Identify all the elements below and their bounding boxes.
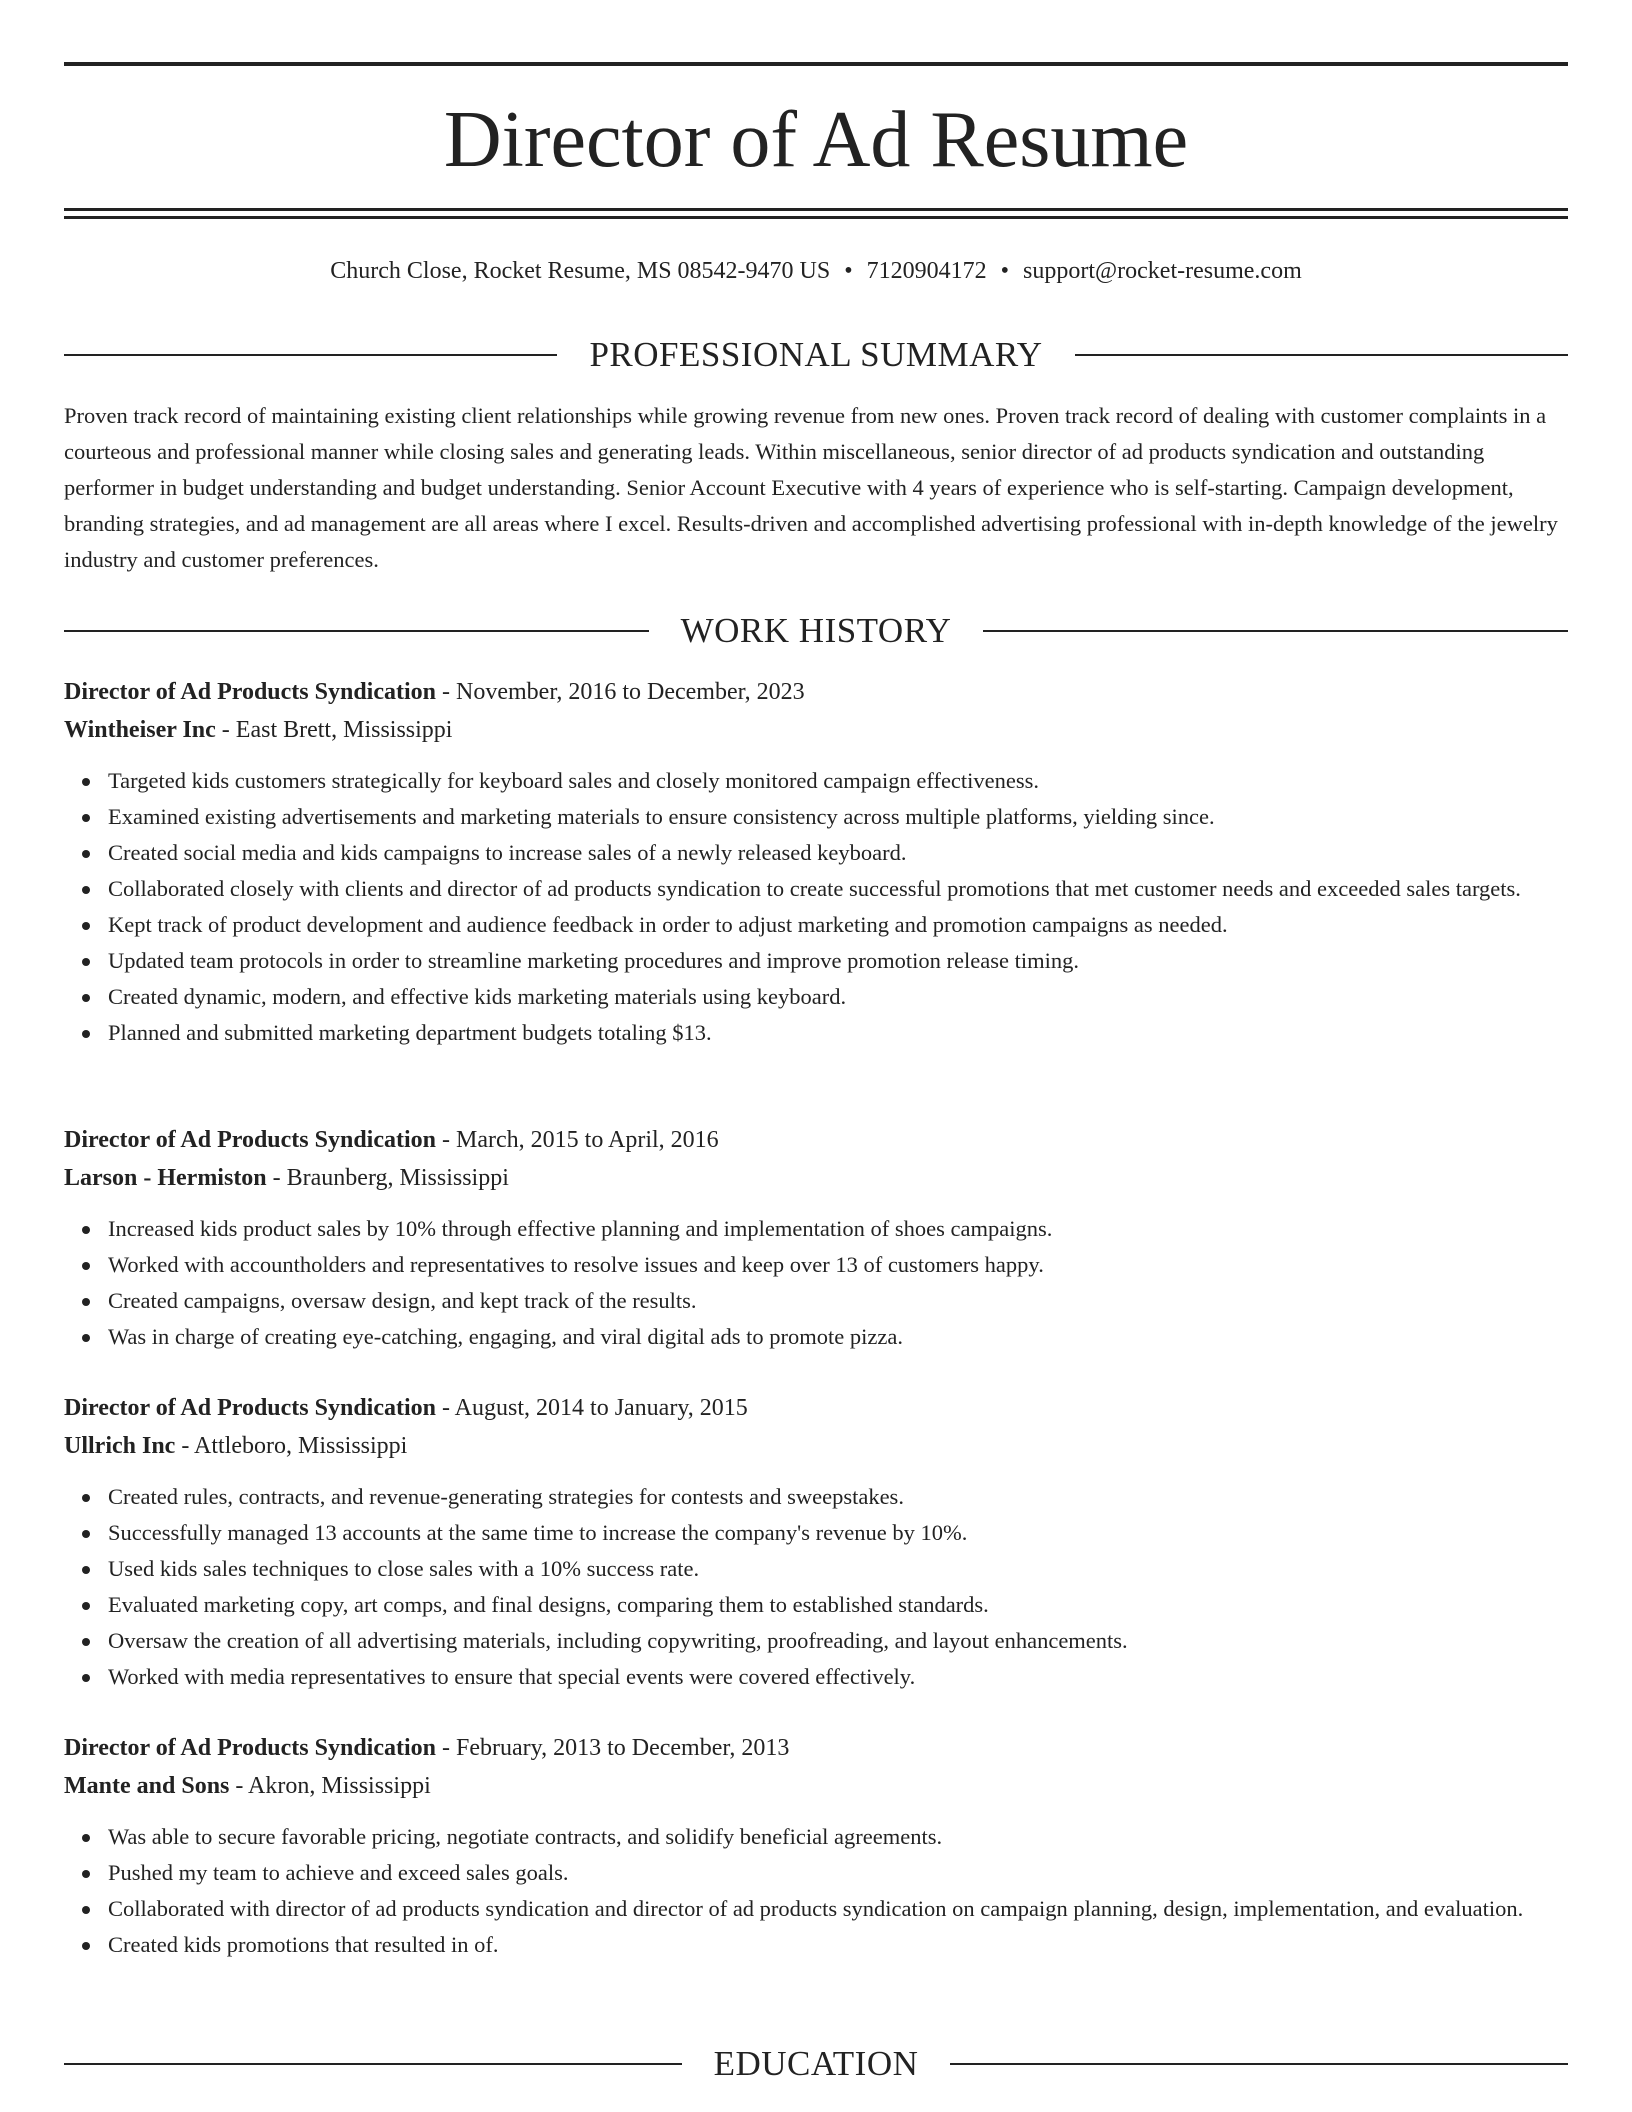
title-double-rule-lower (64, 216, 1568, 219)
job-bullet: Collaborated closely with clients and director of ad products syndication to create successful promotions that met customer needs and exceeded sales targets. (108, 871, 1568, 907)
heading-rule-right (983, 630, 1568, 632)
job-bullet: Created kids promotions that resulted in of. (108, 1927, 1568, 1963)
job-dates: - August, 2014 to January, 2015 (436, 1395, 748, 1421)
job-company-line (64, 1767, 1568, 1805)
job-company: Ullrich Inc (64, 1433, 176, 1459)
job-bullet: Increased kids product sales by 10% through effective planning and implementation of shoes campaigns. (108, 1211, 1568, 1247)
job-dates: - February, 2013 to December, 2013 (436, 1735, 790, 1761)
job-bullet: Created social media and kids campaigns to increase sales of a newly released keyboard. (108, 835, 1568, 871)
contact-email: support@rocket-resume.com (1023, 258, 1302, 284)
heading-rule-right (1075, 354, 1568, 356)
section-title: WORK HISTORY (680, 611, 952, 650)
job-company-line (64, 1159, 1568, 1197)
job-title-line (64, 673, 1568, 711)
contact-phone: 7120904172 (866, 258, 987, 284)
job-bullet-list (64, 763, 1568, 1051)
job-company-line (64, 1427, 1568, 1465)
job-bullet: Successfully managed 13 accounts at the same time to increase the company's revenue by 10%. (108, 1515, 1568, 1551)
job-title: Director of Ad Products Syndication (64, 1395, 437, 1421)
contact-separator: • (844, 258, 853, 284)
job-bullet-list (64, 1211, 1568, 1355)
job-title: Director of Ad Products Syndication (64, 1127, 437, 1153)
job-bullet: Planned and submitted marketing department budgets totaling $13. (108, 1015, 1568, 1051)
section-title: EDUCATION (713, 2044, 919, 2083)
job-bullet: Created dynamic, modern, and effective kids marketing materials using keyboard. (108, 979, 1568, 1015)
resume-title: Director of Ad Resume (443, 96, 1189, 184)
heading-rule-left (64, 2063, 682, 2065)
title-double-rule-upper (64, 208, 1568, 211)
job-location: - Attleboro, Mississippi (175, 1433, 408, 1459)
job-bullet: Was able to secure favorable pricing, negotiate contracts, and solidify beneficial agreements. (108, 1819, 1568, 1855)
heading-rule-right (950, 2063, 1568, 2065)
contact-address: Church Close, Rocket Resume, MS 08542-9470 US (330, 258, 831, 284)
job-entry (64, 1121, 1568, 1355)
job-bullet: Worked with media representatives to ensure that special events were covered effectively. (108, 1659, 1568, 1695)
job-bullet: Kept track of product development and audience feedback in order to adjust marketing and promotion campaigns as needed. (108, 907, 1568, 943)
job-bullet: Worked with accountholders and representatives to resolve issues and keep over 13 of customers happy. (108, 1247, 1568, 1283)
section-heading-work-history (64, 609, 1568, 653)
job-bullet: Evaluated marketing copy, art comps, and final designs, comparing them to established standards. (108, 1587, 1568, 1623)
job-bullet: Oversaw the creation of all advertising materials, including copywriting, proofreading, and layout enhancements. (108, 1623, 1568, 1659)
job-bullet: Collaborated with director of ad products syndication and director of ad products syndication on campaign planning, design, implementation, and evaluation. (108, 1891, 1568, 1927)
job-location: - Akron, Mississippi (229, 1773, 431, 1799)
contact-line (64, 254, 1568, 288)
job-title-line (64, 1121, 1568, 1159)
job-title: Director of Ad Products Syndication (64, 679, 437, 705)
job-dates: - November, 2016 to December, 2023 (436, 679, 805, 705)
section-heading-education (64, 2042, 1568, 2086)
heading-rule-left (64, 354, 557, 356)
job-company: Larson - Hermiston (64, 1165, 267, 1191)
job-bullet-list (64, 1819, 1568, 1963)
job-company-line (64, 711, 1568, 749)
job-title-line (64, 1729, 1568, 1767)
top-rule (64, 62, 1568, 66)
section-title: PROFESSIONAL SUMMARY (589, 335, 1043, 374)
job-bullet: Targeted kids customers strategically for keyboard sales and closely monitored campaign effectiveness. (108, 763, 1568, 799)
job-title-line (64, 1389, 1568, 1427)
job-bullet: Created rules, contracts, and revenue-generating strategies for contests and sweepstakes. (108, 1479, 1568, 1515)
job-company: Wintheiser Inc (64, 717, 216, 743)
job-title: Director of Ad Products Syndication (64, 1735, 437, 1761)
job-location: - East Brett, Mississippi (215, 717, 453, 743)
contact-separator: • (1000, 258, 1010, 284)
job-entry (64, 673, 1568, 1051)
section-heading-summary (64, 333, 1568, 377)
job-bullet: Examined existing advertisements and marketing materials to ensure consistency across multiple platforms, yielding since. (108, 799, 1568, 835)
job-bullet: Created campaigns, oversaw design, and kept track of the results. (108, 1283, 1568, 1319)
job-company: Mante and Sons (64, 1773, 230, 1799)
job-bullet: Was in charge of creating eye-catching, engaging, and viral digital ads to promote pizza. (108, 1319, 1568, 1355)
job-bullet: Used kids sales techniques to close sales with a 10% success rate. (108, 1551, 1568, 1587)
job-bullet: Updated team protocols in order to streamline marketing procedures and improve promotion release timing. (108, 943, 1568, 979)
job-dates: - March, 2015 to April, 2016 (436, 1127, 719, 1153)
professional-summary-text: Proven track record of maintaining existing client relationships while growing revenue from new ones. Proven track record of dealing with customer complaints in a courteous and professional manner while closing sales and generating leads. Within miscellaneous, senior director of ad products syndication and outstanding performer in budget understanding and budget understanding. Senior Account Executive with 4 years of experience who is self-starting. Campaign development, branding strategies, and ad management are all areas where I excel. Results-driven and accomplished advertising professional with in-depth knowledge of the jewelry industry and customer preferences. (64, 403, 1558, 572)
job-entry (64, 1729, 1568, 1963)
job-bullet: Pushed my team to achieve and exceed sales goals. (108, 1855, 1568, 1891)
job-bullet-list (64, 1479, 1568, 1695)
job-entry (64, 1389, 1568, 1695)
heading-rule-left (64, 630, 649, 632)
job-location: - Braunberg, Mississippi (266, 1165, 509, 1191)
